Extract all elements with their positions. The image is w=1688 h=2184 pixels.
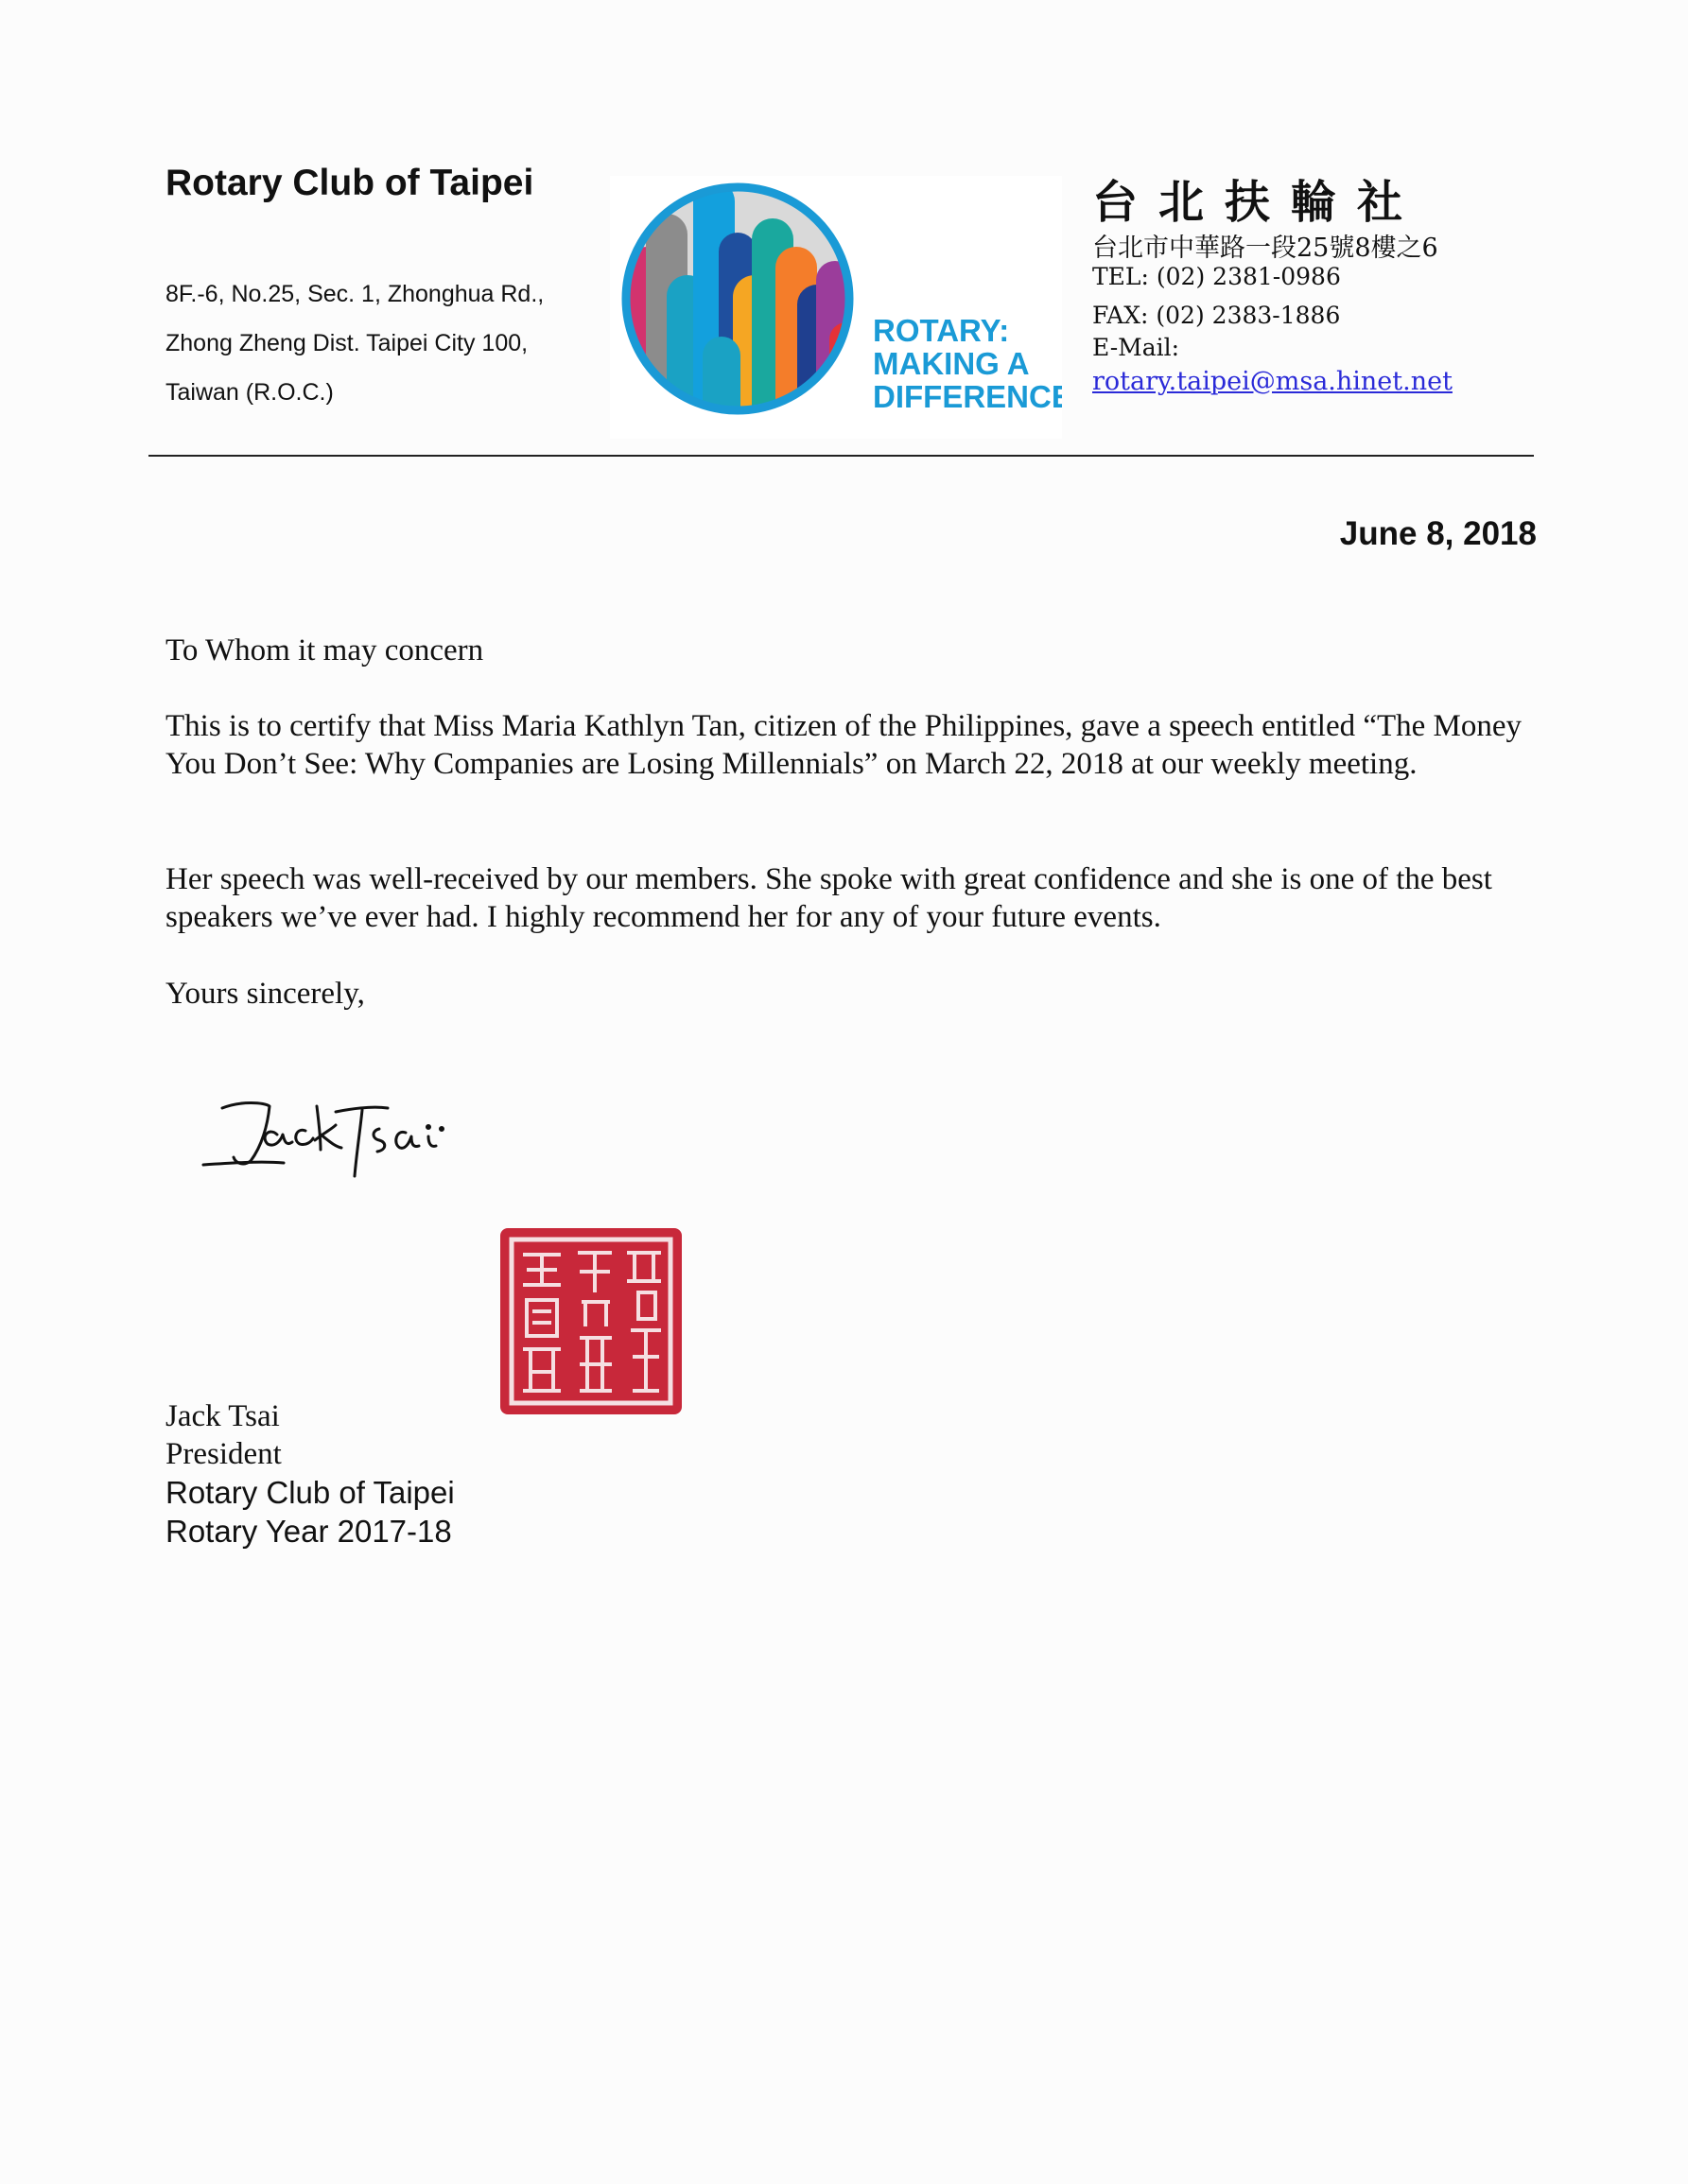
- signatory-title: President: [165, 1437, 282, 1471]
- address-line-2: Zhong Zheng Dist. Taipei City 100,: [165, 330, 529, 356]
- club-name-en: Rotary Club of Taipei: [165, 163, 534, 203]
- paragraph-1: This is to certify that Miss Maria Kathlyn Tan, citizen of the Philippines, gave a speech entitled “The Money You Don’t See: Why Companies are Losing Millennials” on March 22, 2018 at our weekly meeting.: [165, 709, 1523, 781]
- email-label: E-Mail:: [1092, 334, 1180, 361]
- signature-graphic: [194, 1087, 459, 1182]
- header-divider: [148, 455, 1534, 457]
- address-zh: 台北市中華路一段25號8樓之6: [1092, 234, 1438, 263]
- salutation: To Whom it may concern: [165, 633, 484, 667]
- email-link[interactable]: rotary.taipei@msa.hinet.net: [1092, 367, 1453, 396]
- address-line-1: 8F.-6, No.25, Sec. 1, Zhonghua Rd.,: [165, 281, 545, 307]
- letter-date: June 8, 2018: [1339, 515, 1537, 552]
- seal-graphic: [496, 1224, 686, 1418]
- signatory-organization: Rotary Club of Taipei: [165, 1475, 455, 1510]
- signature: [194, 1087, 459, 1182]
- club-name-zh: 台北扶輪社: [1092, 176, 1424, 229]
- fax-line: FAX: (02) 2383-1886: [1092, 302, 1341, 329]
- signatory-term: Rotary Year 2017-18: [165, 1514, 452, 1549]
- rotary-logo: [610, 176, 1062, 439]
- logo-text-1: ROTARY:: [873, 313, 1010, 348]
- rotary-logo-graphic: [610, 176, 1062, 439]
- logo-text-3: DIFFERENCE: [873, 379, 1062, 414]
- tel-line: TEL: (02) 2381-0986: [1092, 263, 1341, 290]
- closing: Yours sincerely,: [165, 977, 365, 1011]
- official-seal: [496, 1224, 686, 1418]
- paragraph-2: Her speech was well-received by our members. She spoke with great confidence and she is one of the best speakers we’ve ever had. I highly recommend her for any of your future events.: [165, 862, 1492, 934]
- signatory-name: Jack Tsai: [165, 1399, 280, 1433]
- address-line-3: Taiwan (R.O.C.): [165, 379, 334, 406]
- logo-text-2: MAKING A: [873, 346, 1030, 381]
